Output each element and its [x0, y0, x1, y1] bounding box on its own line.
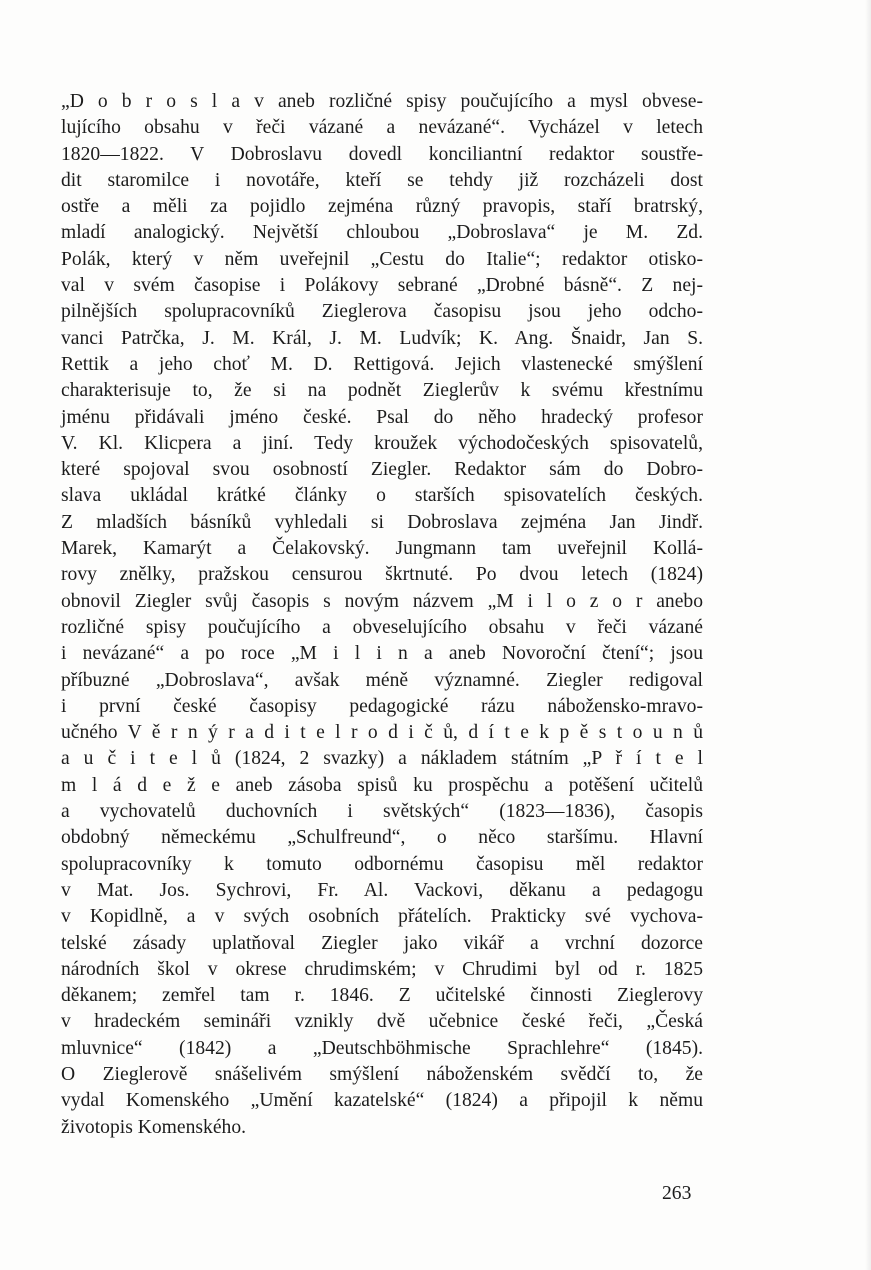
text-line: i první české časopisy pedagogické rázu nábožensko-mravo- — [61, 695, 703, 717]
text-line: rozličné spisy poučujícího a obveselujícího obsahu v řeči vázané — [61, 616, 703, 638]
text-line: O Zieglerově snášelivém smýšlení náboženském svědčí to, že — [61, 1063, 703, 1085]
text-line: vanci Patrčka, J. M. Král, J. M. Ludvík; K. Ang. Šnaidr, Jan S. — [61, 327, 703, 349]
text-line: mladí analogický. Největší chloubou „Dobroslava“ je M. Zd. — [61, 222, 703, 244]
text-line: lujícího obsahu v řeči vázané a nevázané“. Vycházel v letech — [61, 117, 703, 139]
text-line: m l á d e ž e aneb zásoba spisů ku prospěchu a potěšení učitelů — [61, 774, 703, 796]
text-line: charakterisuje to, že si na podnět Zieglerův k svému křestnímu — [61, 380, 703, 402]
page-number: 263 — [662, 1183, 692, 1204]
text-line-last: životopis Komenského. — [61, 1116, 247, 1138]
text-line: dit staromilce i novotáře, kteří se tehdy již rozcházeli dost — [61, 169, 703, 191]
text-line: které spojoval svou osobností Ziegler. Redaktor sám do Dobro- — [61, 459, 703, 481]
text-line: i nevázané“ a po roce „M i l i n a aneb Novoroční čtení“; jsou — [61, 643, 703, 665]
text-line: 1820—1822. V Dobroslavu dovedl konciliantní redaktor soustře- — [61, 143, 703, 165]
text-line: vydal Komenského „Umění kazatelské“ (1824) a připojil k němu — [61, 1090, 703, 1112]
text-line: a u č i t e l ů (1824, 2 svazky) a nákladem státním „P ř í t e l — [61, 748, 703, 770]
text-line: učného V ě r n ý r a d i t e l r o d i č ů, d í t e k p ě s t o u n ů — [61, 722, 703, 744]
text-line: val v svém časopise i Polákovy sebrané „Drobné básně“. Z nej- — [61, 275, 703, 297]
text-line: a vychovatelů duchovních i světských“ (1823—1836), časopis — [61, 801, 703, 823]
text-line: Polák, který v něm uveřejnil „Cestu do Italie“; redaktor otisko- — [61, 248, 703, 270]
text-line: pilnějších spolupracovníků Zieglerova časopisu jsou jeho odcho- — [61, 301, 703, 323]
text-line: ostře a měli za pojidlo zejména různý pravopis, staří bratrský, — [61, 196, 703, 218]
text-line: Z mladších básníků vyhledali si Dobroslava zejména Jan Jindř. — [61, 511, 703, 533]
text-line: slava ukládal krátké články o starších spisovatelích českých. — [61, 485, 703, 507]
text-line: telské zásady uplatňoval Ziegler jako vikář a vrchní dozorce — [61, 932, 703, 954]
text-line: příbuzné „Dobroslava“, avšak méně významné. Ziegler redigoval — [61, 669, 703, 691]
text-line: Marek, Kamarýt a Čelakovský. Jungmann tam uveřejnil Kollá- — [61, 538, 703, 560]
page-edge-shadow — [865, 0, 871, 1270]
text-line: „D o b r o s l a v aneb rozličné spisy poučujícího a mysl obvese- — [61, 91, 703, 112]
text-line: Rettik a jeho choť M. D. Rettigová. Jejich vlastenecké smýšlení — [61, 353, 703, 375]
text-line: jménu přidávali jméno české. Psal do něho hradecký profesor — [61, 406, 703, 428]
text-line: rovy znělky, pražskou censurou škrtnuté. Po dvou letech (1824) — [61, 564, 703, 586]
text-line: v Kopidlně, a v svých osobních přátelích. Prakticky své vychova- — [61, 906, 703, 928]
text-line: obnovil Ziegler svůj časopis s novým názvem „M i l o z o r anebo — [61, 590, 703, 612]
text-line: děkanem; zemřel tam r. 1846. Z učitelské činnosti Zieglerovy — [61, 985, 703, 1007]
text-line: národních škol v okrese chrudimském; v Chrudimi byl od r. 1825 — [61, 958, 703, 980]
text-line: v hradeckém semináři vznikly dvě učebnice české řeči, „Česká — [61, 1011, 703, 1033]
body-text — [61, 89, 703, 1141]
text-line: spolupracovníky k tomuto odbornému časopisu měl redaktor — [61, 853, 703, 875]
text-line: obdobný německému „Schulfreund“, o něco staršímu. Hlavní — [61, 827, 703, 849]
text-line: mluvnice“ (1842) a „Deutschböhmische Sprachlehre“ (1845). — [61, 1037, 703, 1059]
text-line: V. Kl. Klicpera a jiní. Tedy kroužek východočeských spisovatelů, — [61, 432, 703, 454]
text-line: v Mat. Jos. Sychrovi, Fr. Al. Vackovi, děkanu a pedagogu — [61, 879, 703, 901]
